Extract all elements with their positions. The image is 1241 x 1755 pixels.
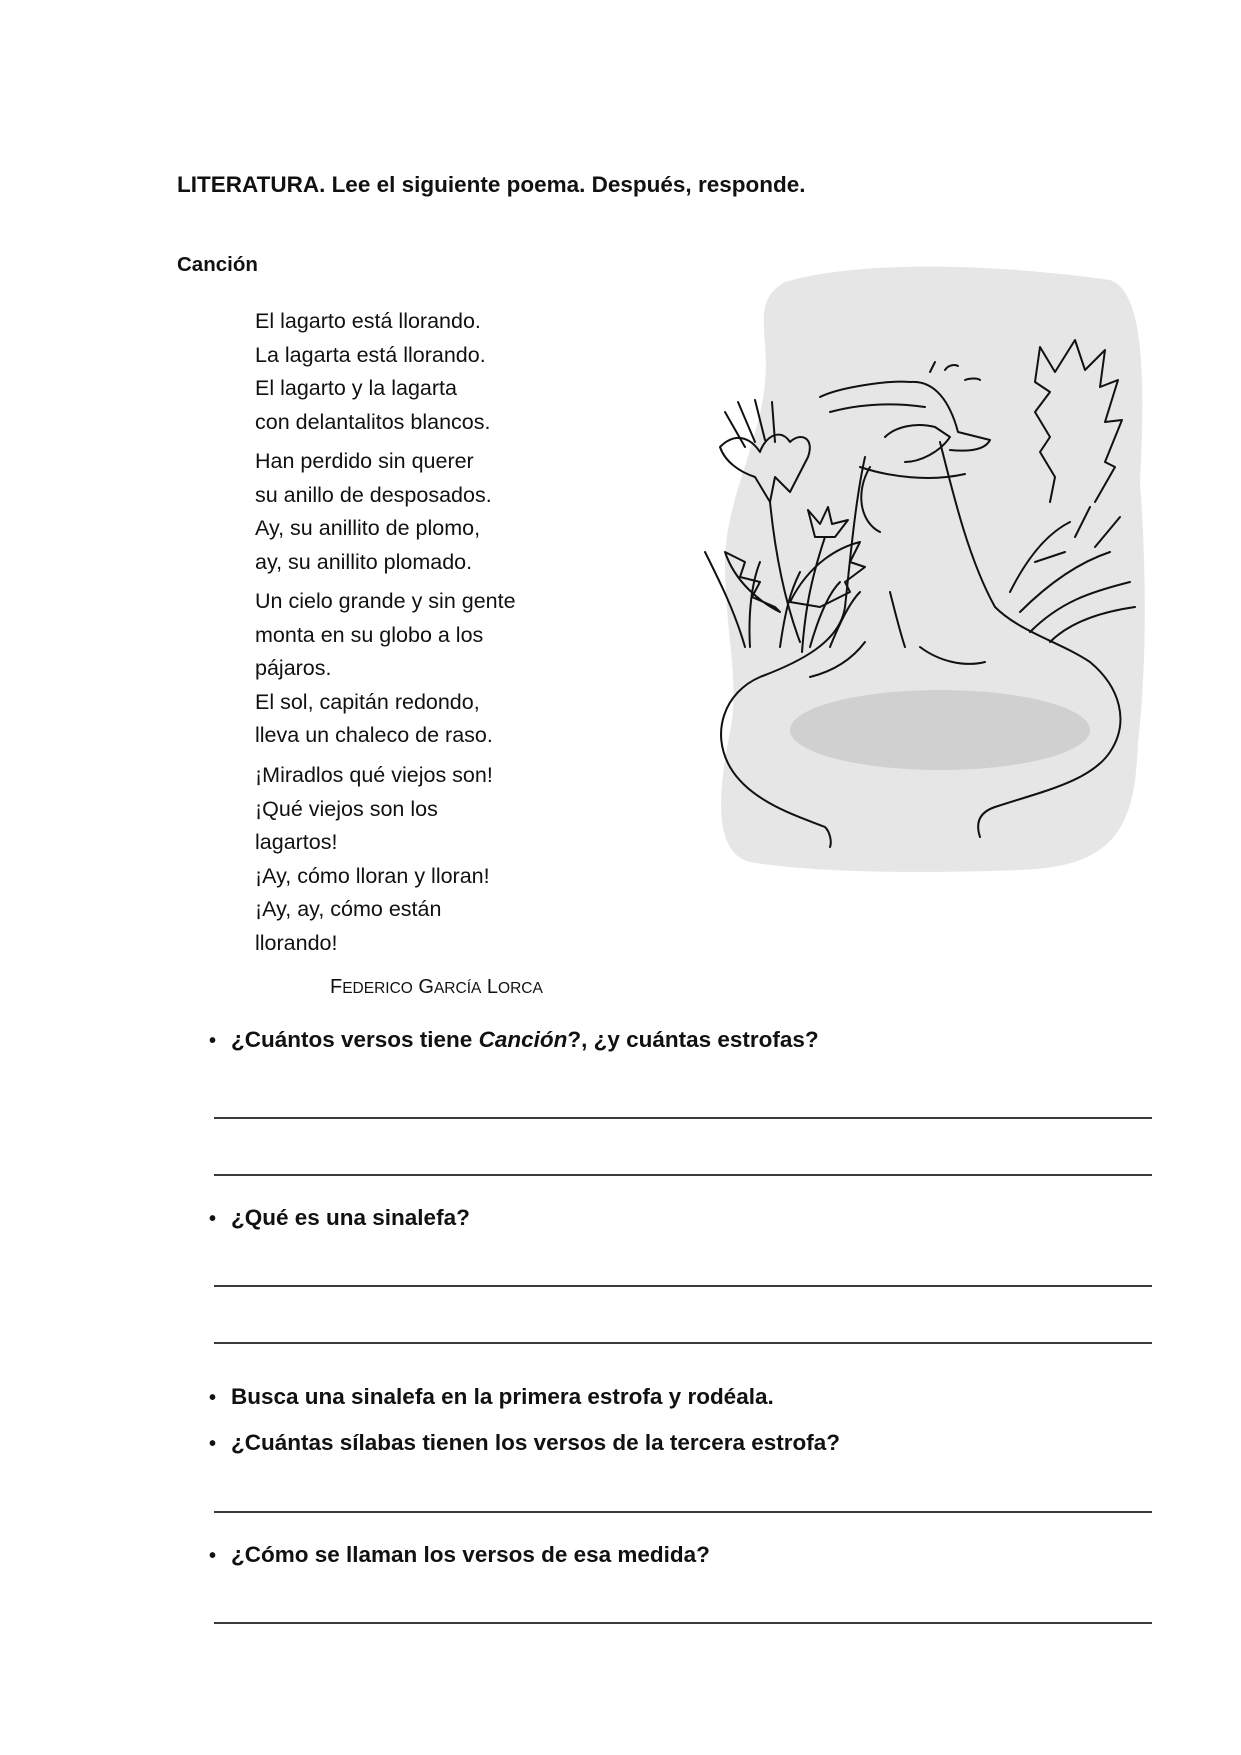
poem-verse: Un cielo grande y sin gente xyxy=(255,589,516,613)
question-text: Busca una sinalefa en la primera estrofa y rodéala. xyxy=(231,1384,774,1409)
poem-verse: pájaros. xyxy=(255,656,332,680)
question-5 xyxy=(209,1542,710,1568)
question-2 xyxy=(209,1205,470,1231)
answer-line[interactable] xyxy=(214,1622,1152,1624)
bullet-icon: • xyxy=(209,1387,217,1409)
author-smallcaps: EDERICO xyxy=(342,980,413,997)
question-4 xyxy=(209,1430,840,1456)
poem-verse: ¡Qué viejos son los xyxy=(255,796,438,821)
bullet-icon: • xyxy=(209,1030,217,1052)
author-initial: G xyxy=(418,976,434,998)
poem-title: Canción xyxy=(177,253,258,276)
answer-line[interactable] xyxy=(214,1511,1152,1513)
question-1 xyxy=(209,1027,819,1053)
poem-verse: El lagarto y la lagarta xyxy=(255,376,457,400)
poem-verse: ¡Miradlos qué viejos son! xyxy=(255,763,493,787)
answer-line[interactable] xyxy=(214,1285,1152,1287)
poem-stanza-3 xyxy=(255,585,516,753)
poem-verse: El sol, capitán redondo, xyxy=(255,689,480,714)
bullet-icon: • xyxy=(209,1433,217,1455)
author-initial: L xyxy=(486,976,499,998)
poem-verse: monta en su globo a los xyxy=(255,622,484,647)
poem-verse: El lagarto está llorando. xyxy=(255,309,481,333)
author-initial: F xyxy=(330,976,343,998)
question-text: ¿Cuántos versos tiene xyxy=(231,1027,479,1052)
bullet-icon: • xyxy=(209,1545,217,1567)
question-text: ?, ¿y cuántas estrofas? xyxy=(567,1027,819,1052)
poem-stanza-1 xyxy=(255,305,490,439)
worksheet-heading: LITERATURA. Lee el siguiente poema. Después, responde. xyxy=(177,172,806,197)
poem-verse: lagartos! xyxy=(255,830,338,854)
poem-verse: llorando! xyxy=(255,930,338,955)
author-smallcaps: ARCÍA xyxy=(433,980,482,997)
answer-line[interactable] xyxy=(214,1174,1152,1176)
lizards-illustration xyxy=(690,262,1150,877)
question-text: ¿Qué es una sinalefa? xyxy=(231,1205,470,1230)
poem-stanza-4 xyxy=(255,759,493,960)
ground-shadow xyxy=(790,690,1090,770)
poem-stanza-2 xyxy=(255,445,492,579)
poem-verse: Ay, su anillito de plomo, xyxy=(255,516,481,540)
poem-verse: su anillo de desposados. xyxy=(255,482,492,507)
poem-verse: La lagarta está llorando. xyxy=(255,342,486,367)
question-italic-title: Canción xyxy=(478,1027,568,1052)
question-text: ¿Cuántas sílabas tienen los versos de la tercera estrofa? xyxy=(231,1430,840,1455)
question-text: ¿Cómo se llaman los versos de esa medida? xyxy=(231,1542,710,1567)
answer-line[interactable] xyxy=(214,1342,1152,1344)
poem-verse: ¡Ay, ay, cómo están xyxy=(255,897,442,921)
poem-author xyxy=(330,976,543,999)
poem-verse: Han perdido sin querer xyxy=(255,449,474,473)
question-3 xyxy=(209,1384,774,1410)
poem-verse: lleva un chaleco de raso. xyxy=(255,723,493,747)
author-smallcaps: ORCA xyxy=(498,980,543,997)
poem-verse: ay, su anillito plomado. xyxy=(255,549,473,574)
bullet-icon: • xyxy=(209,1208,217,1230)
answer-line[interactable] xyxy=(214,1117,1152,1119)
poem-verse: con delantalitos blancos. xyxy=(255,409,491,434)
poem-verse: ¡Ay, cómo lloran y lloran! xyxy=(255,863,490,888)
